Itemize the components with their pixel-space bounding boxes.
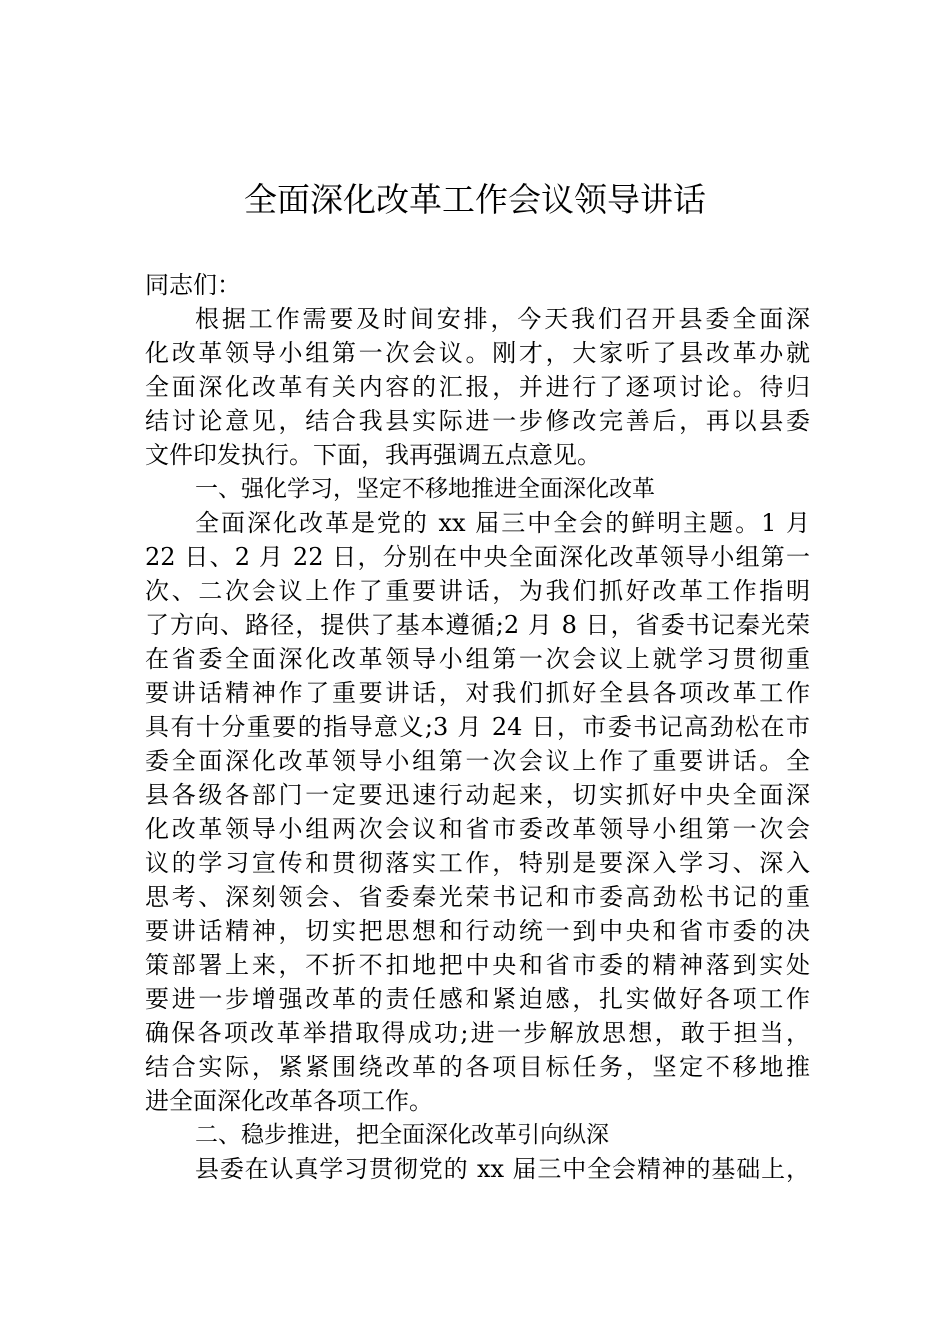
document-title: 全面深化改革工作会议领导讲话 (244, 180, 706, 219)
text-line: 要讲话精神，切实把思想和行动统一到中央和省市委的决 (145, 917, 810, 945)
text-line: 具有十分重要的指导意义;3 月 24 日，市委书记高劲松在市 (145, 713, 810, 741)
text-line: 文件印发执行。下面，我再强调五点意见。 (145, 441, 601, 469)
text-line: 议的学习宣传和贯彻落实工作，特别是要深入学习、深入 (145, 849, 810, 877)
text-line: 化改革领导小组两次会议和省市委改革领导小组第一次会 (145, 815, 810, 843)
text-line: 县委在认真学习贯彻党的 xx 届三中全会精神的基础上， (195, 1155, 810, 1183)
text-line: 结合实际，紧紧围绕改革的各项目标任务，坚定不移地推 (145, 1053, 810, 1081)
text-line: 在省委全面深化改革领导小组第一次会议上就学习贯彻重 (145, 645, 810, 673)
text-line: 22 日、2 月 22 日，分别在中央全面深化改革领导小组第一 (145, 543, 810, 571)
text-line: 全面深化改革有关内容的汇报，并进行了逐项讨论。待归 (145, 373, 810, 401)
text-line: 策部署上来，不折不扣地把中央和省市委的精神落到实处 (145, 951, 810, 979)
document-body (145, 268, 810, 1186)
text-line: 要讲话精神作了重要讲话，对我们抓好全县各项改革工作 (145, 679, 810, 707)
text-line: 要进一步增强改革的责任感和紧迫感，扎实做好各项工作 (145, 985, 810, 1013)
text-line: 进全面深化改革各项工作。 (145, 1087, 433, 1115)
section-heading: 二、稳步推进，把全面深化改革引向纵深 (195, 1122, 609, 1148)
text-line: 委全面深化改革领导小组第一次会议上作了重要讲话。全 (145, 747, 810, 775)
text-line: 次、二次会议上作了重要讲话，为我们抓好改革工作指明 (145, 577, 810, 605)
text-line: 结讨论意见，结合我县实际进一步修改完善后，再以县委 (145, 407, 810, 435)
text-line: 思考、深刻领会、省委秦光荣书记和市委高劲松书记的重 (145, 883, 810, 911)
text-line: 化改革领导小组第一次会议。刚才，大家听了县改革办就 (145, 339, 810, 367)
section-heading: 一、强化学习，坚定不移地推进全面深化改革 (195, 476, 655, 502)
text-line: 县各级各部门一定要迅速行动起来，切实抓好中央全面深 (145, 781, 810, 809)
text-line: 全面深化改革是党的 xx 届三中全会的鲜明主题。1 月 (195, 509, 810, 537)
text-line: 了方向、路径，提供了基本遵循;2 月 8 日，省委书记秦光荣 (145, 611, 810, 639)
text-line: 根据工作需要及时间安排，今天我们召开县委全面深 (195, 305, 810, 333)
text-line: 同志们： (145, 271, 241, 299)
text-line: 确保各项改革举措取得成功;进一步解放思想，敢于担当， (145, 1019, 810, 1047)
